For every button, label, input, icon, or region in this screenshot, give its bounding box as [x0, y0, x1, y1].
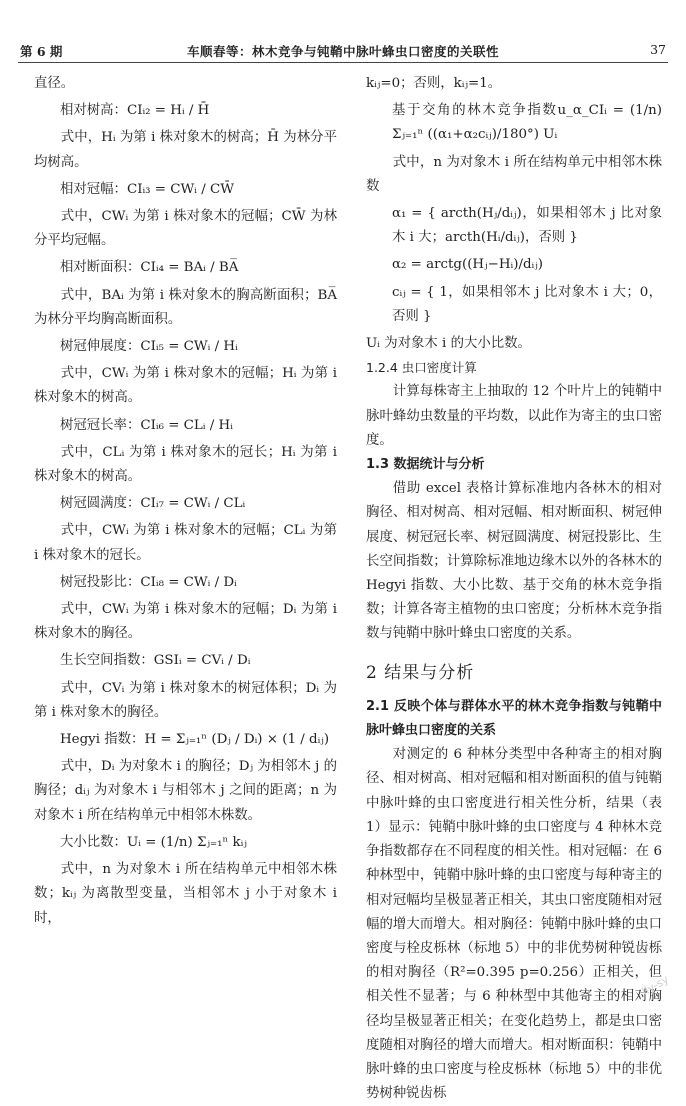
- right-column: [366, 72, 662, 1106]
- left-column: [34, 72, 337, 931]
- paragraph: 式中，n 为对象木 i 所在结构单元中相邻木株数: [366, 154, 662, 194]
- paragraph: 式中，CWᵢ 为第 i 株对象木的冠幅；Hᵢ 为第 i 株对象木的树高。: [34, 366, 337, 406]
- formula-angle-competition: 基于交角的林木竞争指数u_α_CIᵢ = (1/n) Σⱼ₌₁ⁿ ((α₁+α₂cᵢⱼ)/180°) Uᵢ: [392, 103, 662, 143]
- paragraph: kᵢⱼ=0；否则，kᵢⱼ=1。: [366, 76, 502, 91]
- paragraph: 式中，CVᵢ 为第 i 株对象木的树冠体积；Dᵢ 为第 i 株对象木的胸径。: [34, 680, 337, 720]
- formula-relative-height: 相对树高：CIᵢ₂ = Hᵢ / H̄: [60, 103, 210, 119]
- formula-crown-extension: 树冠伸展度：CIᵢ₅ = CWᵢ / Hᵢ: [60, 339, 238, 355]
- paragraph: 计算每株寄主上抽取的 12 个叶片上的钝鞘中脉叶蜂幼虫数量的平均数，以此作为寄主的虫口密度。: [366, 384, 662, 448]
- formula-crown-fullness: 树冠圆满度：CIᵢ₇ = CWᵢ / CLᵢ: [60, 496, 246, 512]
- formula-cij: cᵢⱼ = { 1，如果相邻木 j 比对象木 i 大；0，否则 }: [392, 284, 662, 324]
- watermark: lly-sy: [640, 972, 672, 999]
- running-header: [18, 40, 668, 63]
- paragraph: 式中，CLᵢ 为第 i 株对象木的冠长；Hᵢ 为第 i 株对象木的树高。: [34, 444, 337, 485]
- formula-relative-crown-width: 相对冠幅：CIᵢ₃ = CWᵢ / CW̄: [60, 181, 235, 197]
- formula-growth-space: 生长空间指数：GSIᵢ = CVᵢ / Dᵢ: [60, 653, 251, 669]
- section-heading-1-2-4: 1.2.4 虫口密度计算: [366, 360, 477, 376]
- paragraph: 式中，CWᵢ 为第 i 株对象木的冠幅；Dᵢ 为第 i 株对象木的胸径。: [34, 602, 337, 642]
- paragraph: 式中，Hᵢ 为第 i 株对象木的树高；H̄ 为林分平均树高。: [34, 130, 337, 170]
- formula-relative-basal-area: 相对断面积：CIᵢ₄ = BAᵢ / BA̅: [60, 260, 239, 276]
- formula-alpha2: α₂ = arctg((Hⱼ−Hᵢ)/dᵢⱼ): [392, 257, 543, 273]
- formula-size-ratio: 大小比数：Uᵢ = (1/n) Σⱼ₌₁ⁿ kᵢⱼ: [60, 834, 247, 850]
- section-heading-2: 2 结果与分析: [366, 662, 475, 683]
- paragraph: 直径。: [34, 76, 75, 91]
- running-title: 车顺春等：林木竞争与钝鞘中脉叶蜂虫口密度的关联性: [186, 44, 499, 59]
- formula-crown-length-ratio: 树冠冠长率：CIᵢ₆ = CLᵢ / Hᵢ: [60, 417, 233, 433]
- paragraph: 借助 excel 表格计算标准地内各林木的相对胸径、相对树高、相对冠幅、相对断面积、树冠伸展度、树冠冠长率、树冠圆满度、树冠投影比、生长空间指数；计算除标准地边缘木以外的各林木的 Hegyi 指数、大小比数、基于交角的林木竞争指数；计算各寄主植物的虫口密度；分析林木竞争指数与钝鞘中脉叶蜂虫口密度的关系。: [366, 481, 662, 642]
- formula-crown-projection: 树冠投影比：CIᵢ₈ = CWᵢ / Dᵢ: [60, 574, 237, 590]
- paragraph: 式中，CWᵢ 为第 i 株对象木的冠幅；CLᵢ 为第 i 株对象木的冠长。: [34, 523, 337, 563]
- paragraph: 式中，Dᵢ 为对象木 i 的胸径；Dⱼ 为相邻木 j 的胸径；dᵢⱼ 为对象木 i 与相邻木 j 之间的距离；n 为对象木 i 所在结构单元中相邻木株数。: [34, 759, 337, 823]
- page-number: 37: [650, 42, 666, 57]
- paragraph: 式中，BAᵢ 为第 i 株对象木的胸高断面积；BA̅ 为林分平均胸高断面积。: [34, 287, 337, 327]
- section-heading-2-1: 2.1 反映个体与群体水平的林木竞争指数与钝鞘中脉叶蜂虫口密度的关系: [366, 698, 662, 739]
- paragraph: 对测定的 6 种林分类型中各种寄主的相对胸径、相对树高、相对冠幅和相对断面积的值与钝鞘中脉叶蜂的虫口密度进行相关性分析，结果（表 1）显示：钝鞘中脉叶蜂的虫口密度与 4 种林木竞争指数都存在不同程度的相关性。相对冠幅：在 6 种林型中，钝鞘中脉叶蜂的虫口密度与每种寄主的相对冠幅均呈极显著正相关，其虫口密度随相对冠幅的增大而增大。相对胸径：钝鞘中脉叶蜂的虫口密度与栓皮栎林（标地 5）中的非优势树种锐齿栎的相对胸径（R²=0.395 p=0.256）正相关，但相关性不显著；与 6 种林型中其他寄主的相对胸径均呈极显著正相关；在变化趋势上，都是虫口密度随相对胸径的增大而增大。相对断面积：钝鞘中脉叶蜂的虫口密度与栓皮栎林（标地 5）中的非优势树种锐齿栎: [366, 747, 662, 1102]
- paragraph: Uᵢ 为对象木 i 的大小比数。: [366, 336, 531, 352]
- formula-alpha1: α₁ = { arcth(Hⱼ/dᵢⱼ)，如果相邻木 j 比对象木 i 大；arcth(Hᵢ/dᵢⱼ)，否则 }: [392, 206, 662, 246]
- formula-hegyi: Hegyi 指数：H = Σⱼ₌₁ⁿ (Dⱼ / Dᵢ) × (1 / dᵢⱼ): [60, 732, 330, 748]
- paragraph: 式中，CWᵢ 为第 i 株对象木的冠幅；CW̄ 为林分平均冠幅。: [34, 209, 337, 249]
- paragraph: 式中，n 为对象木 i 所在结构单元中相邻木株数；kᵢⱼ 为离散型变量，当相邻木 j 小于对象木 i 时，: [34, 862, 337, 926]
- section-heading-1-3: 1.3 数据统计与分析: [366, 457, 485, 473]
- issue-number: 第 6 期: [20, 44, 63, 59]
